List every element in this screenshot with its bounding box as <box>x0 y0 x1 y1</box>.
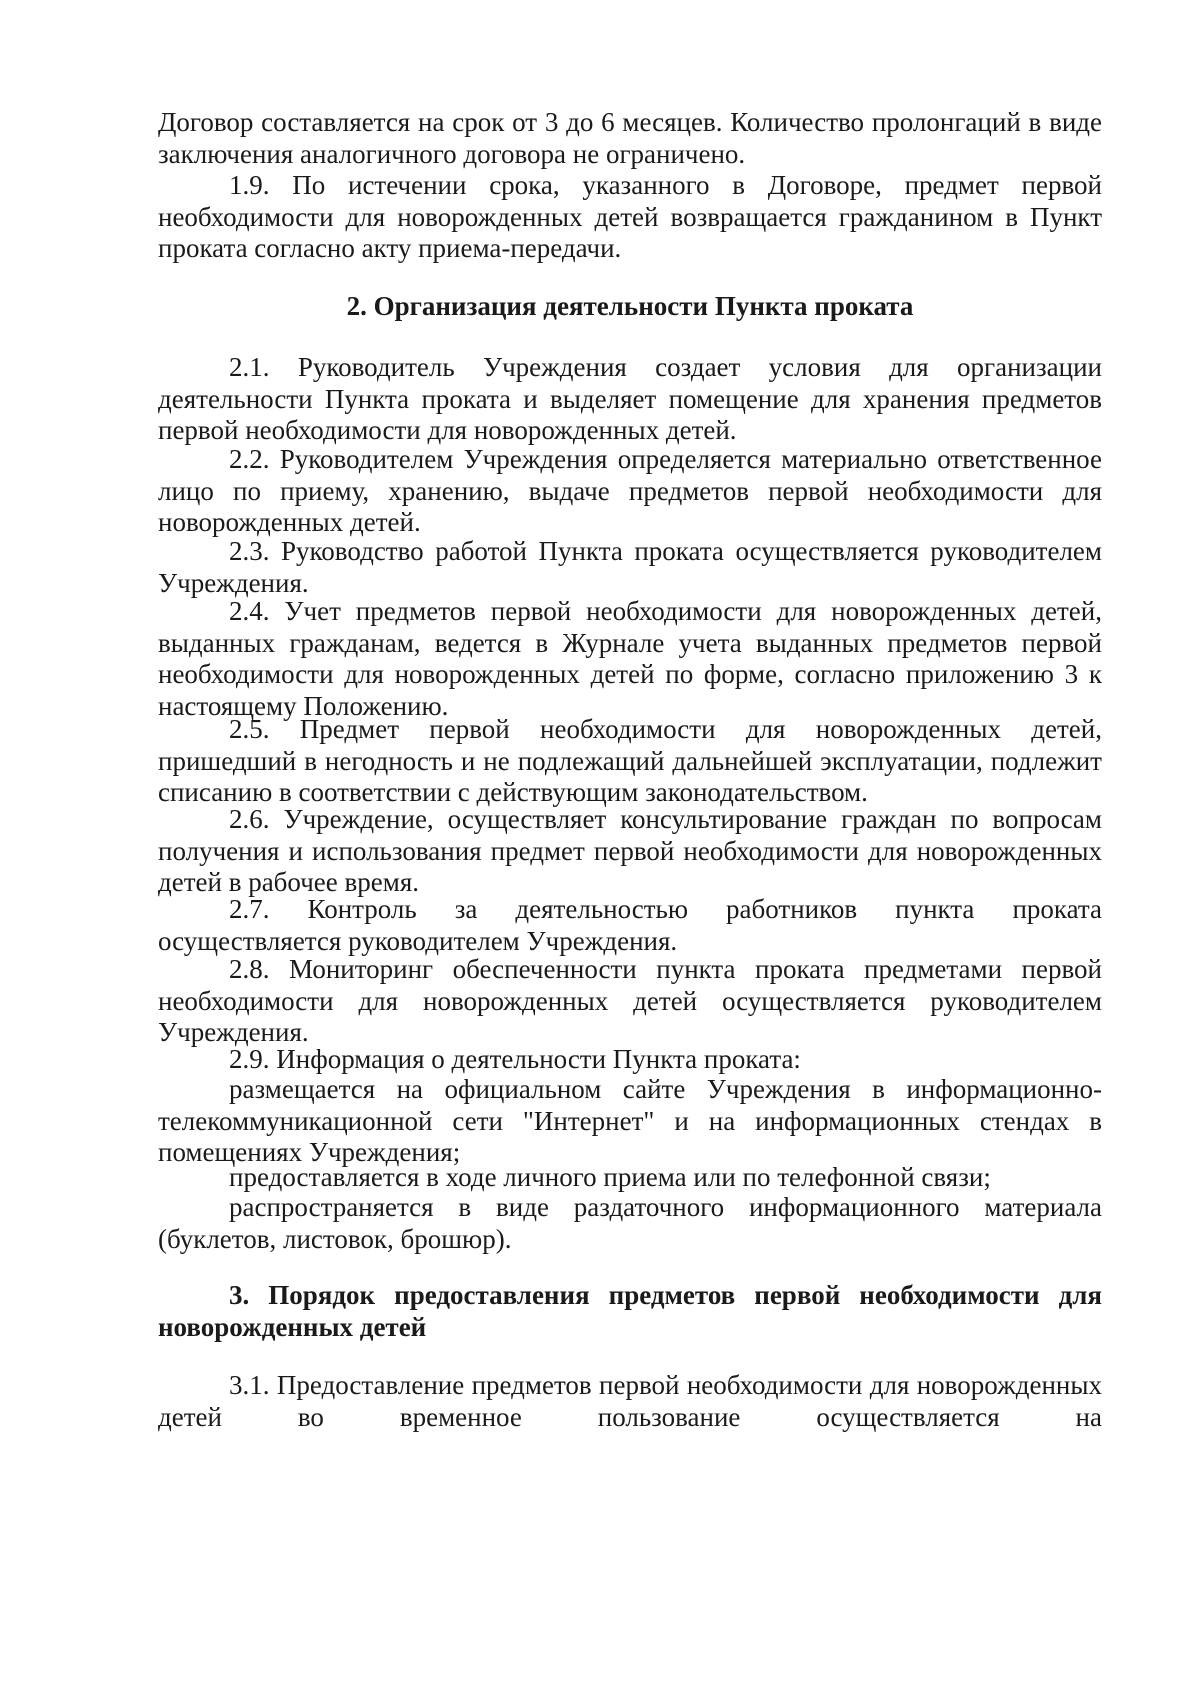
paragraph-2-5: 2.5. Предмет первой необходимости для новорожденных детей, пришедший в негодность и не подлежащий дальнейшей эксплуатации, подлежит списанию в соответствии с действующим законодательством. <box>158 714 1102 807</box>
paragraph-2-8: 2.8. Мониторинг обеспеченности пункта проката предметами первой необходимости для новорожденных детей осуществляется руководителем Учреждения. <box>158 954 1102 1047</box>
paragraph-2-6: 2.6. Учреждение, осуществляет консультирование граждан по вопросам получения и использования предмет первой необходимости для новорожденных детей в рабочее время. <box>158 804 1102 897</box>
paragraph-1-9: 1.9. По истечении срока, указанного в Договоре, предмет первой необходимости для новорожденных детей возвращается гражданином в Пункт проката согласно акту приема-передачи. <box>158 170 1102 263</box>
section-2-heading: 2. Организация деятельности Пункта проката <box>346 291 914 321</box>
paragraph-contract-term: Договор составляется на срок от 3 до 6 месяцев. Количество пролонгаций в виде заключения аналогичного договора не ограничено. <box>158 107 1102 169</box>
paragraph-2-4: 2.4. Учет предметов первой необходимости для новорожденных детей, выданных гражданам, ведется в Журнале учета выданных предметов первой необходимости для новорожденных детей по форме, согласно приложению 3 к настоящему Положению. <box>158 596 1102 721</box>
paragraph-2-9-website: размещается на официальном сайте Учреждения в информационно-телекоммуникационной сети "Интернет" и на информационных стендах в помещениях Учреждения; <box>158 1074 1102 1167</box>
section-3-heading: 3. Порядок предоставления предметов первой необходимости для новорожденных детей <box>158 1280 1102 1342</box>
paragraph-2-7: 2.7. Контроль за деятельностью работников пункта проката осуществляется руководителем Учреждения. <box>158 894 1102 956</box>
paragraph-2-2: 2.2. Руководителем Учреждения определяется материально ответственное лицо по приему, хранению, выдаче предметов первой необходимости для новорожденных детей. <box>158 444 1102 537</box>
paragraph-2-9-personal: предоставляется в ходе личного приема или по телефонной связи; <box>229 1162 991 1192</box>
paragraph-2-9-handouts: распространяется в виде раздаточного информационного материала (буклетов, листовок, брошюр). <box>158 1192 1102 1254</box>
paragraph-2-9: 2.9. Информация о деятельности Пункта проката: <box>229 1044 801 1074</box>
paragraph-2-3: 2.3. Руководство работой Пункта проката осуществляется руководителем Учреждения. <box>158 536 1102 598</box>
paragraph-3-1: 3.1. Предоставление предметов первой необходимости для новорожденных детей во временное пользование осуществляется на <box>158 1370 1102 1432</box>
paragraph-2-1: 2.1. Руководитель Учреждения создает условия для организации деятельности Пункта проката и выделяет помещение для хранения предметов первой необходимости для новорожденных детей. <box>158 352 1102 445</box>
